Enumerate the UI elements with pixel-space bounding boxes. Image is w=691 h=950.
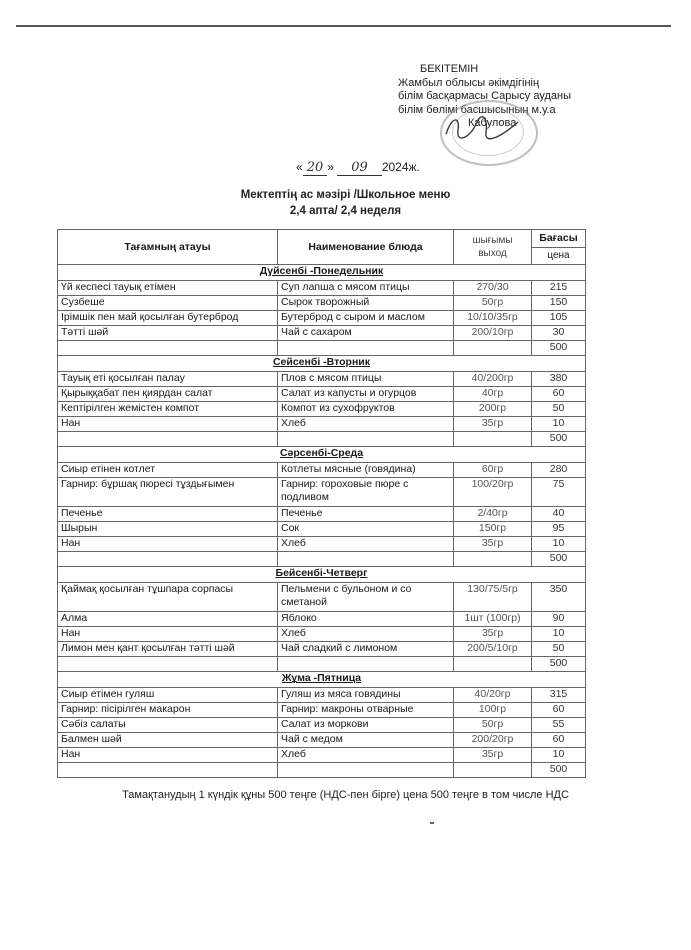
dish-ru-cell: Печенье [278, 507, 454, 522]
yield-cell: 50гр [454, 296, 532, 311]
table-row [58, 627, 586, 642]
dish-kz-cell: Лимон мен қант қосылған тәтті шәй [58, 642, 278, 657]
dish-kz-cell: Гарнир: бұршақ пюресі тұздығымен [58, 478, 278, 507]
date-month: 09 [337, 160, 382, 176]
yield-cell: 35гр [454, 627, 532, 642]
dish-ru-cell: Хлеб [278, 417, 454, 432]
dish-kz-cell: Нан [58, 748, 278, 763]
table-row [58, 537, 586, 552]
approval-title: БЕКІТЕМІН [420, 63, 479, 75]
day-header-row [58, 447, 586, 463]
price-cell: 60 [532, 733, 586, 748]
yield-cell: 40/200гр [454, 372, 532, 387]
date-open-quote: « [296, 160, 303, 174]
empty-cell [278, 763, 454, 778]
top-rule [16, 25, 671, 27]
dish-ru-cell: Сок [278, 522, 454, 537]
approval-line-4: білім бөлімі басшысының м.у.а [398, 103, 556, 116]
dish-ru-cell: Чай с медом [278, 733, 454, 748]
yield-cell: 130/75/5гр [454, 583, 532, 612]
empty-cell [454, 552, 532, 567]
day-header-row [58, 567, 586, 583]
yield-cell: 40гр [454, 387, 532, 402]
dish-ru-cell: Салат из капусты и огурцов [278, 387, 454, 402]
yield-cell: 60гр [454, 463, 532, 478]
table-row [58, 463, 586, 478]
dish-kz-cell: Тәтті шәй [58, 326, 278, 341]
dish-ru-cell: Хлеб [278, 537, 454, 552]
empty-cell [58, 552, 278, 567]
dish-kz-cell: Сузбеше [58, 296, 278, 311]
approval-line-3: білім басқармасы Сарысу ауданы [398, 90, 571, 102]
dish-ru-cell: Хлеб [278, 748, 454, 763]
day-title: Сәрсенбі-Среда [58, 447, 586, 463]
dish-ru-cell: Чай сладкий с лимоном [278, 642, 454, 657]
empty-cell [454, 763, 532, 778]
price-cell: 75 [532, 478, 586, 507]
header-yield: шығымы выход [454, 230, 532, 265]
footer-note: Тамақтанудың 1 күндік құны 500 теңге (НДС-пен бірге) цена 500 теңге в том числе НДС [122, 789, 569, 801]
table-row [58, 612, 586, 627]
table-row [58, 311, 586, 326]
dish-ru-cell: Суп лапша с мясом птицы [278, 281, 454, 296]
price-cell: 50 [532, 642, 586, 657]
date-close-quote: » [327, 160, 334, 174]
price-cell: 280 [532, 463, 586, 478]
day-total-value: 500 [532, 657, 586, 672]
header-price-kz: Бағасы [532, 230, 586, 248]
table-row [58, 281, 586, 296]
date-day: 20 [303, 160, 328, 176]
dish-ru-cell: Гарнир: гороховые пюре с подливом [278, 478, 454, 507]
table-row [58, 718, 586, 733]
signature [442, 112, 522, 142]
dish-kz-cell: Сәбіз салаты [58, 718, 278, 733]
approval-signatory: Кабулова [468, 117, 517, 129]
day-header-row [58, 672, 586, 688]
empty-cell [278, 552, 454, 567]
yield-cell: 150гр [454, 522, 532, 537]
dish-kz-cell: Қырыққабат пен қиярдан салат [58, 387, 278, 402]
dish-kz-cell: Гарнир: пісірілген макарон [58, 703, 278, 718]
yield-cell: 200гр [454, 402, 532, 417]
price-cell: 380 [532, 372, 586, 387]
yield-cell: 40/20гр [454, 688, 532, 703]
dish-kz-cell: Нан [58, 537, 278, 552]
empty-cell [278, 432, 454, 447]
table-row [58, 402, 586, 417]
table-row [58, 417, 586, 432]
price-cell: 10 [532, 627, 586, 642]
dish-kz-cell: Ірімшік пен май қосылған бутерброд [58, 311, 278, 326]
day-total-value: 500 [532, 552, 586, 567]
empty-cell [278, 657, 454, 672]
dish-kz-cell: Алма [58, 612, 278, 627]
dish-kz-cell: Нан [58, 417, 278, 432]
dish-ru-cell: Компот из сухофруктов [278, 402, 454, 417]
menu-subtitle: 2,4 апта/ 2,4 неделя [289, 205, 402, 217]
header-kz-name: Тағамның атауы [58, 230, 278, 265]
price-cell: 55 [532, 718, 586, 733]
yield-cell: 200/5/10гр [454, 642, 532, 657]
price-cell: 60 [532, 387, 586, 402]
approval-line-2: Жамбыл облысы әкімдігінің [398, 76, 540, 89]
table-row [58, 733, 586, 748]
day-title: Жұма -Пятница [58, 672, 586, 688]
dish-kz-cell: Печенье [58, 507, 278, 522]
date-line [296, 160, 420, 176]
day-header-row [58, 265, 586, 281]
dish-ru-cell: Пельмени с бульоном и со сметаной [278, 583, 454, 612]
header-ru-name: Наименование блюда [278, 230, 454, 265]
dish-kz-cell: Шырын [58, 522, 278, 537]
day-title: Дүйсенбі -Понедельник [58, 265, 586, 281]
empty-cell [278, 341, 454, 356]
dish-kz-cell: Үй кеспесі тауық етімен [58, 281, 278, 296]
price-cell: 350 [532, 583, 586, 612]
dish-ru-cell: Яблоко [278, 612, 454, 627]
yield-cell: 100/20гр [454, 478, 532, 507]
day-total-row [58, 763, 586, 778]
dish-ru-cell: Бутерброд с сыром и маслом [278, 311, 454, 326]
dish-ru-cell: Гуляш из мяса говядины [278, 688, 454, 703]
dish-kz-cell: Кептірілген жемістен компот [58, 402, 278, 417]
table-row [58, 507, 586, 522]
yield-cell: 200/10гр [454, 326, 532, 341]
table-row [58, 522, 586, 537]
table-row [58, 748, 586, 763]
table-row [58, 296, 586, 311]
menu-table [57, 229, 586, 778]
table-row [58, 642, 586, 657]
price-cell: 50 [532, 402, 586, 417]
dish-kz-cell: Тауық еті қосылған палау [58, 372, 278, 387]
yield-cell: 35гр [454, 748, 532, 763]
day-title: Бейсенбі-Четверг [58, 567, 586, 583]
menu-title: Мектептің ас мәзірі /Школьное меню [240, 189, 451, 201]
dish-kz-cell: Нан [58, 627, 278, 642]
day-total-row [58, 341, 586, 356]
yield-cell: 1шт (100гр) [454, 612, 532, 627]
dish-ru-cell: Котлеты мясные (говядина) [278, 463, 454, 478]
yield-cell: 100гр [454, 703, 532, 718]
dish-kz-cell: Қаймақ қосылған тұшпара сорпасы [58, 583, 278, 612]
date-year: 2024ж. [381, 160, 420, 174]
empty-cell [58, 657, 278, 672]
header-price-ru: цена [532, 247, 586, 265]
price-cell: 105 [532, 311, 586, 326]
empty-cell [58, 341, 278, 356]
price-cell: 215 [532, 281, 586, 296]
yield-cell: 10/10/35гр [454, 311, 532, 326]
price-cell: 10 [532, 748, 586, 763]
price-cell: 10 [532, 417, 586, 432]
dish-ru-cell: Хлеб [278, 627, 454, 642]
menu-table-body [58, 265, 586, 778]
day-total-row [58, 552, 586, 567]
scan-speck [430, 822, 434, 824]
dish-ru-cell: Сырок творожный [278, 296, 454, 311]
day-total-value: 500 [532, 763, 586, 778]
table-row [58, 583, 586, 612]
yield-cell: 50гр [454, 718, 532, 733]
price-cell: 40 [532, 507, 586, 522]
table-row [58, 703, 586, 718]
yield-cell: 200/20гр [454, 733, 532, 748]
day-title: Сейсенбі -Вторник [58, 356, 586, 372]
yield-cell: 35гр [454, 537, 532, 552]
price-cell: 10 [532, 537, 586, 552]
table-row [58, 688, 586, 703]
price-cell: 90 [532, 612, 586, 627]
day-header-row [58, 356, 586, 372]
price-cell: 150 [532, 296, 586, 311]
table-row [58, 372, 586, 387]
table-row [58, 387, 586, 402]
dish-ru-cell: Гарнир: макроны отварные [278, 703, 454, 718]
dish-ru-cell: Плов с мясом птицы [278, 372, 454, 387]
price-cell: 30 [532, 326, 586, 341]
dish-ru-cell: Чай с сахаром [278, 326, 454, 341]
dish-kz-cell: Сиыр етімен гуляш [58, 688, 278, 703]
price-cell: 315 [532, 688, 586, 703]
empty-cell [58, 432, 278, 447]
table-row [58, 478, 586, 507]
day-total-value: 500 [532, 341, 586, 356]
dish-ru-cell: Салат из моркови [278, 718, 454, 733]
yield-cell: 35гр [454, 417, 532, 432]
price-cell: 95 [532, 522, 586, 537]
empty-cell [454, 657, 532, 672]
table-row [58, 326, 586, 341]
yield-cell: 2/40гр [454, 507, 532, 522]
dish-kz-cell: Балмен шәй [58, 733, 278, 748]
empty-cell [454, 341, 532, 356]
price-cell: 60 [532, 703, 586, 718]
day-total-row [58, 657, 586, 672]
empty-cell [58, 763, 278, 778]
day-total-value: 500 [532, 432, 586, 447]
empty-cell [454, 432, 532, 447]
dish-kz-cell: Сиыр етінен котлет [58, 463, 278, 478]
yield-cell: 270/30 [454, 281, 532, 296]
day-total-row [58, 432, 586, 447]
